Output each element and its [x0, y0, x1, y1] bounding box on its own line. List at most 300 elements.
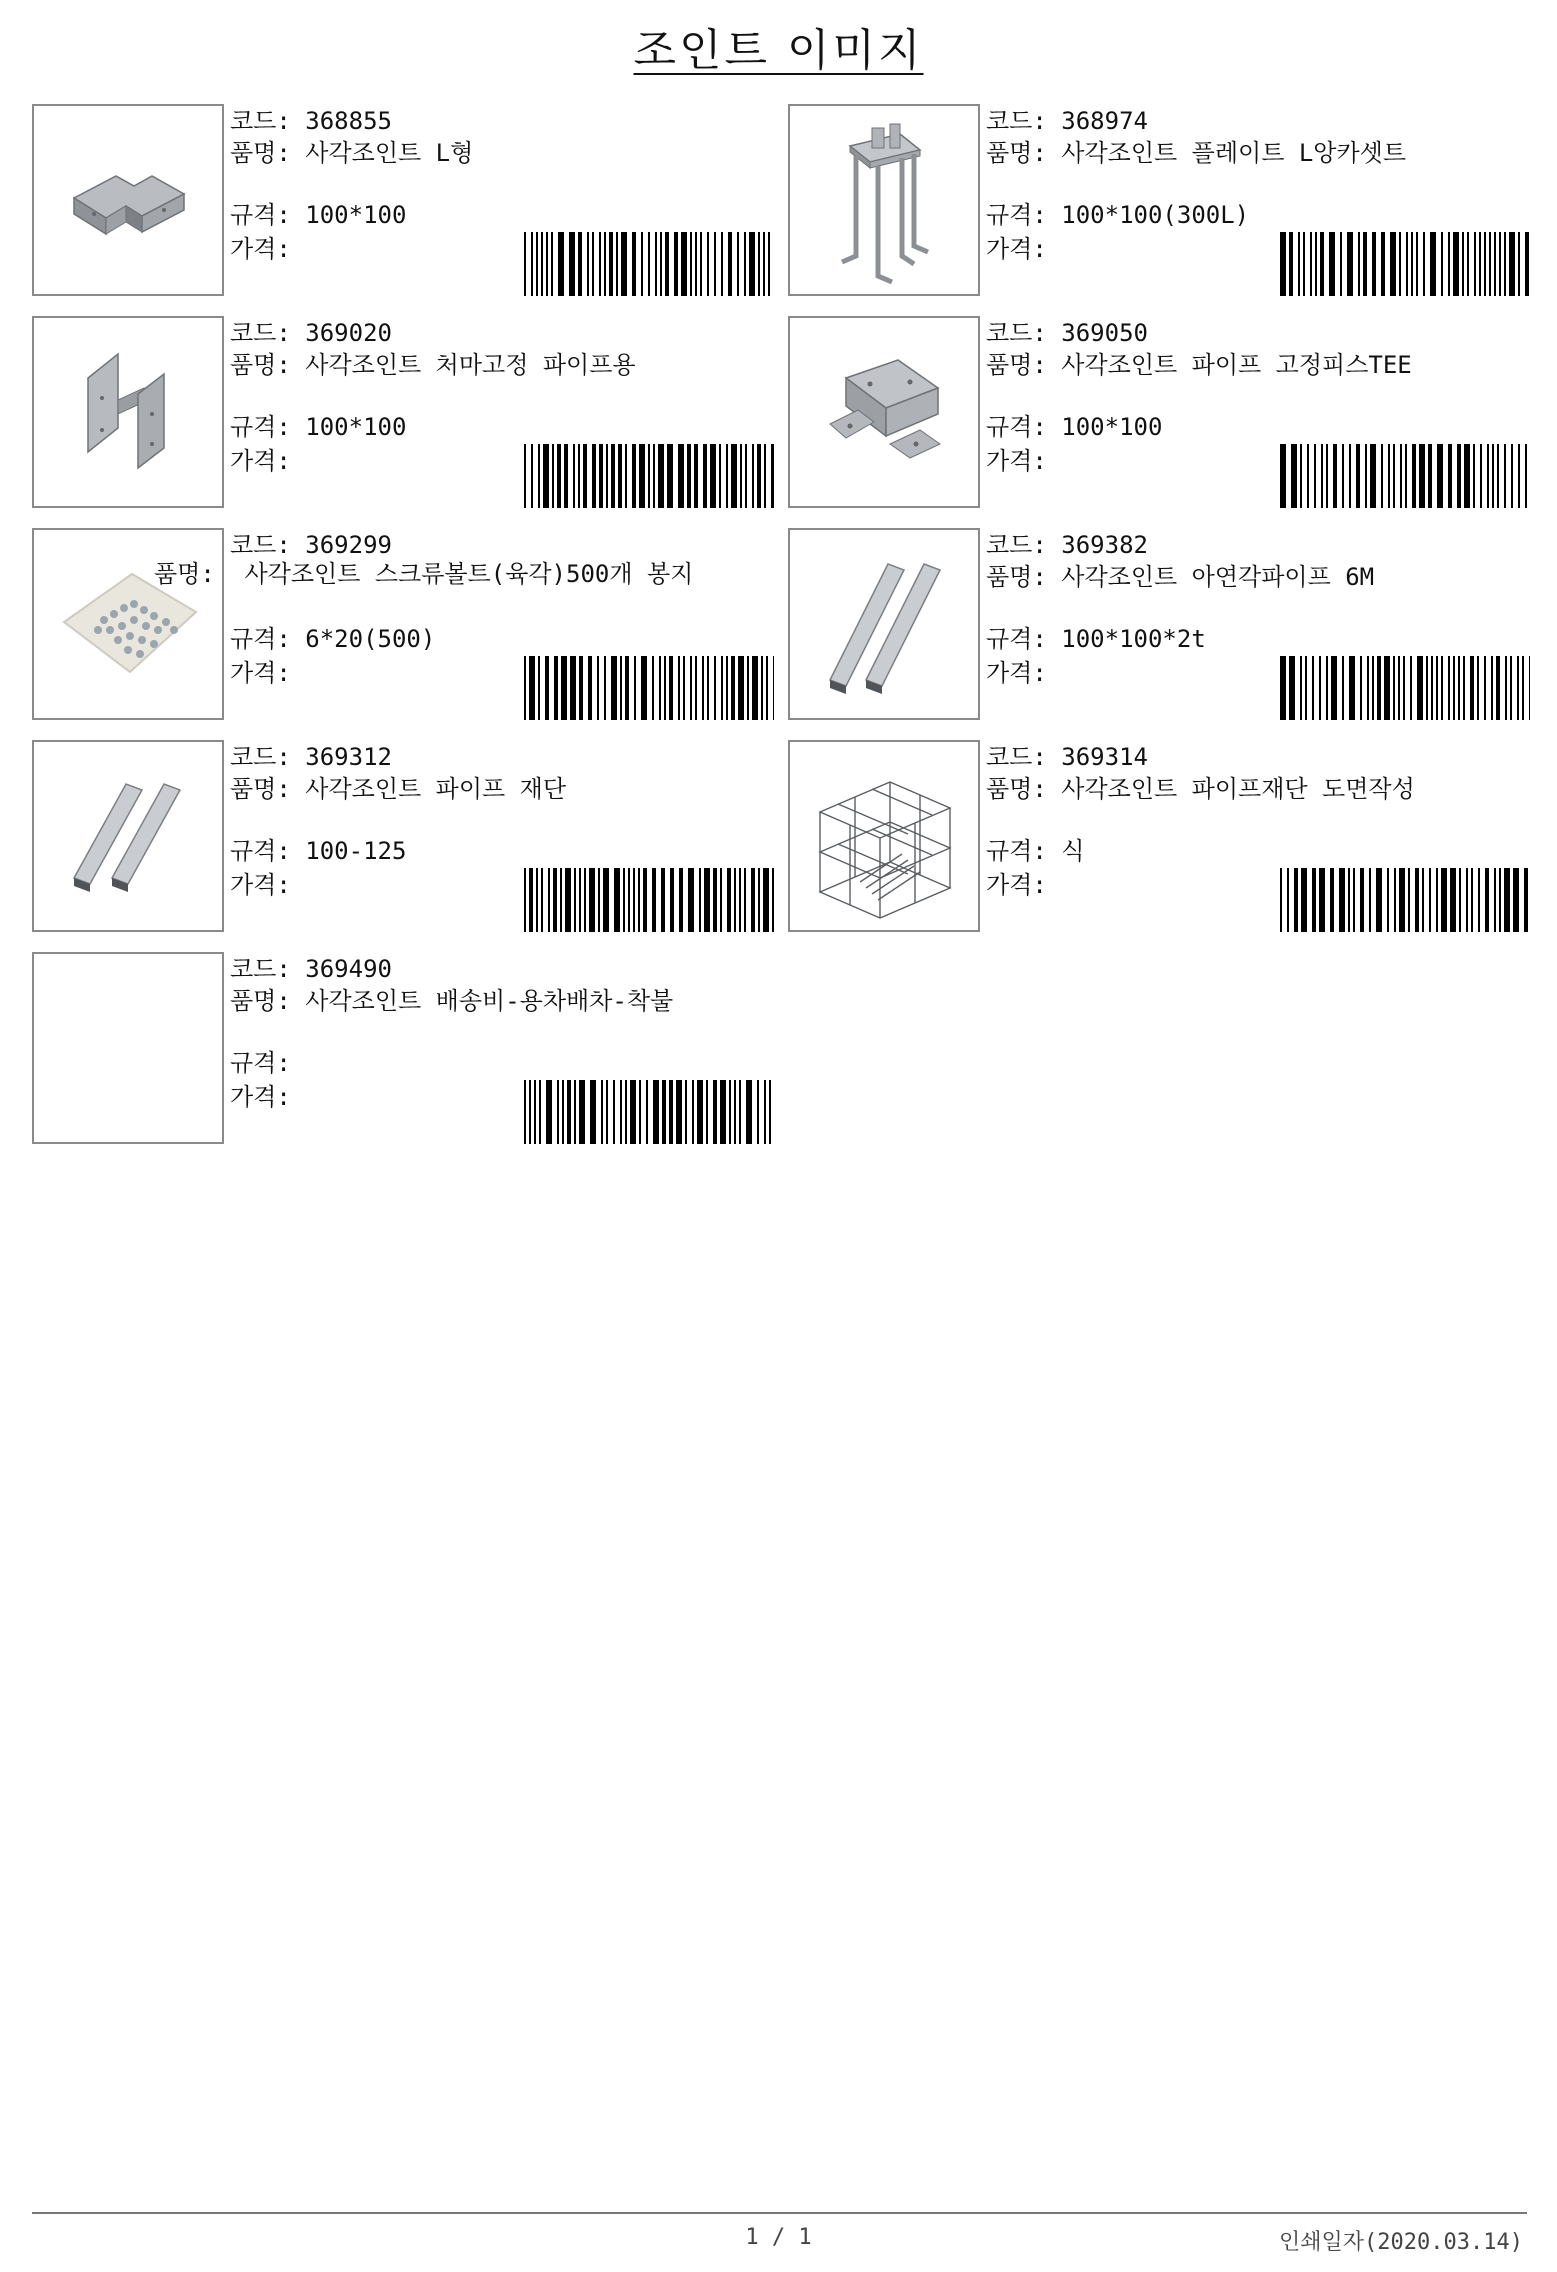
barcode-bar — [1415, 868, 1419, 932]
spec-label: 규격: — [986, 413, 1047, 441]
footer-divider — [32, 2212, 1527, 2214]
barcode-bar — [1457, 444, 1461, 508]
price-label: 가격: — [986, 447, 1047, 475]
barcode-bar — [1428, 444, 1432, 508]
name-value: 사각조인트 배송비-용차배차-착불 — [305, 987, 674, 1015]
spec-value: 100*100 — [305, 413, 407, 441]
barcode-bar — [1319, 868, 1325, 932]
barcode-bar — [1473, 444, 1475, 508]
barcode-bar — [1504, 868, 1510, 932]
spec-label: 규격: — [230, 201, 291, 229]
code-value: 368974 — [1061, 107, 1148, 135]
barcode-bar — [1436, 868, 1438, 932]
barcode-bar — [729, 1080, 731, 1144]
barcode-bar — [1441, 868, 1447, 932]
barcode-bar — [625, 444, 627, 508]
barcode-bar — [1474, 232, 1476, 296]
barcode-bar — [529, 1080, 531, 1144]
barcode-bar — [1300, 656, 1302, 720]
barcode-bar — [652, 868, 656, 932]
barcode-bar — [590, 1080, 596, 1144]
barcode-bar — [574, 868, 576, 932]
barcode-bar — [1303, 232, 1305, 296]
barcode-bar — [744, 232, 746, 296]
barcode-bar — [1522, 656, 1524, 720]
barcode-bar — [630, 1080, 636, 1144]
barcode-bar — [1405, 444, 1407, 508]
barcode-bar — [707, 232, 709, 296]
barcode-bar — [1399, 868, 1405, 932]
barcode-bar — [739, 1080, 741, 1144]
barcode-bar — [1387, 868, 1389, 932]
barcode-bar — [1393, 656, 1395, 720]
barcode-bar — [536, 868, 538, 932]
barcode-bar — [592, 232, 594, 296]
code-label: 코드: — [230, 319, 291, 347]
barcode-bar — [758, 868, 760, 932]
barcode-bar — [745, 444, 747, 508]
barcode-bar — [699, 868, 701, 932]
barcode-bar — [728, 232, 732, 296]
barcode-bar — [1329, 232, 1335, 296]
barcode-bar — [697, 1080, 703, 1144]
name-label: 품명: — [230, 987, 291, 1015]
barcode-bar — [557, 1080, 559, 1144]
print-date: 인쇄일자(2020.03.14) — [1279, 2230, 1523, 2255]
barcode-bar — [1307, 444, 1309, 508]
barcode-bar — [611, 656, 617, 720]
barcode-bar — [669, 1080, 673, 1144]
barcode-bar — [1360, 656, 1362, 720]
barcode-bar — [1342, 656, 1344, 720]
barcode-bar — [690, 656, 692, 720]
barcode-bar — [548, 868, 550, 932]
barcode-bar — [638, 868, 640, 932]
barcode-bar — [599, 444, 603, 508]
barcode-bar — [731, 444, 737, 508]
barcode-bar — [646, 1080, 648, 1144]
barcode-bar — [1390, 232, 1396, 296]
barcode-bar — [1381, 444, 1383, 508]
barcode-bar — [538, 444, 540, 508]
name-label: 품명: — [986, 351, 1047, 379]
barcode-bar — [1466, 868, 1468, 932]
barcode-bar — [660, 232, 662, 296]
code-value: 369020 — [305, 319, 392, 347]
barcode-bar — [588, 656, 592, 720]
barcode-bar — [560, 868, 562, 932]
barcode-bar — [763, 232, 765, 296]
barcode-bar — [1372, 232, 1376, 296]
barcode-bar — [583, 444, 587, 508]
code-value: 369312 — [305, 743, 392, 771]
barcode-bar — [714, 232, 716, 296]
spec-label: 규격: — [986, 201, 1047, 229]
barcode-bar — [1289, 232, 1293, 296]
barcode-bar — [561, 656, 567, 720]
barcode-bar — [1484, 232, 1486, 296]
barcode-bar — [620, 1080, 622, 1144]
barcode-bar — [541, 868, 543, 932]
barcode-bar — [1365, 444, 1367, 508]
barcode — [524, 444, 774, 508]
barcode-bar — [1388, 444, 1390, 508]
barcode-bar — [1367, 656, 1369, 720]
barcode-bar — [1485, 868, 1489, 932]
code-label: 코드: — [230, 107, 291, 135]
product-image — [788, 740, 980, 932]
barcode-bar — [757, 1080, 759, 1144]
name-label: 품명: — [230, 351, 291, 379]
barcode-bar — [1436, 656, 1438, 720]
barcode-bar — [1330, 868, 1334, 932]
barcode-bar — [761, 656, 763, 720]
barcode-bar — [1453, 232, 1459, 296]
barcode-bar — [1356, 444, 1360, 508]
barcode-bar — [1348, 868, 1350, 932]
eave-bracket-image — [34, 318, 222, 506]
barcode-bar — [625, 656, 629, 720]
product-image — [788, 316, 980, 508]
barcode-bar — [569, 232, 575, 296]
barcode-bar — [1280, 656, 1286, 720]
barcode-bar — [1419, 444, 1425, 508]
barcode-bar — [1426, 656, 1428, 720]
barcode-bar — [1525, 232, 1529, 296]
barcode-bar — [578, 444, 580, 508]
tee-bracket-image — [790, 318, 978, 506]
barcode-bar — [1360, 868, 1364, 932]
barcode-bar — [648, 232, 650, 296]
barcode-bar — [1280, 868, 1282, 932]
product-image — [32, 740, 224, 932]
code-value: 369314 — [1061, 743, 1148, 771]
barcode-bar — [534, 1080, 536, 1144]
barcode-bar — [757, 444, 761, 508]
barcode-bar — [695, 656, 697, 720]
barcode-bar — [529, 656, 535, 720]
barcode-bar — [579, 1080, 585, 1144]
product-image — [788, 104, 980, 296]
name-label: 품명: — [230, 775, 291, 803]
barcode-bar — [529, 868, 533, 932]
barcode-bar — [632, 444, 636, 508]
barcode-bar — [710, 444, 716, 508]
barcode-bar — [1370, 444, 1376, 508]
barcode-bar — [1416, 232, 1418, 296]
barcode-bar — [1394, 868, 1396, 932]
name-value: 사각조인트 L형 — [305, 139, 474, 167]
spec-label: 규격: — [230, 625, 291, 653]
name-value: 사각조인트 처마고정 파이프용 — [305, 351, 636, 379]
barcode-bar — [667, 444, 673, 508]
barcode-bar — [758, 232, 760, 296]
barcode-bar — [1339, 868, 1345, 932]
barcode-bar — [1310, 232, 1312, 296]
product-card — [788, 740, 1533, 932]
barcode-bar — [1305, 656, 1307, 720]
barcode-bar — [720, 868, 722, 932]
barcode-bar — [648, 444, 650, 508]
barcode-bar — [766, 656, 768, 720]
barcode-bar — [1280, 232, 1286, 296]
barcode-bar — [1289, 656, 1295, 720]
barcode-bar — [524, 656, 526, 720]
barcode-bar — [683, 656, 685, 720]
barcode-bar — [1408, 868, 1410, 932]
barcode-bar — [546, 232, 548, 296]
barcode-bar — [604, 232, 606, 296]
barcode-bar — [1459, 868, 1461, 932]
code-label: 코드: — [986, 743, 1047, 771]
barcode-bar — [546, 1080, 552, 1144]
barcode-bar — [524, 232, 526, 296]
product-card — [788, 316, 1533, 508]
barcode-bar — [613, 1080, 615, 1144]
barcode-bar — [1294, 868, 1298, 932]
barcode-bar — [1492, 444, 1494, 508]
barcode-bar — [554, 656, 558, 720]
name-label: 품명: — [230, 139, 291, 167]
square-pipe-image — [790, 530, 978, 718]
barcode-bar — [652, 656, 654, 720]
barcode-bar — [578, 232, 582, 296]
code-value: 369050 — [1061, 319, 1148, 347]
code-label: 코드: — [230, 955, 291, 983]
barcode-bar — [695, 232, 697, 296]
barcode-bar — [1467, 232, 1469, 296]
barcode-bar — [713, 1080, 717, 1144]
barcode-bar — [524, 868, 526, 932]
barcode-bar — [1448, 232, 1450, 296]
barcode-bar — [587, 232, 589, 296]
barcode-bar — [1511, 444, 1513, 508]
barcode-bar — [1291, 444, 1297, 508]
barcode-bar — [1319, 656, 1321, 720]
barcode-bar — [531, 444, 533, 508]
barcode-bar — [1312, 656, 1314, 720]
spec-label: 규격: — [986, 837, 1047, 865]
price-label: 가격: — [986, 871, 1047, 899]
barcode-bar — [1369, 868, 1371, 932]
barcode-bar — [747, 656, 749, 720]
barcode-bar — [625, 1080, 627, 1144]
barcode-bar — [1400, 444, 1402, 508]
barcode-bar — [1453, 656, 1455, 720]
frame-drawing-image — [790, 742, 978, 930]
spec-value: 6*20(500) — [305, 625, 436, 653]
barcode-bar — [1333, 444, 1337, 508]
barcode-bar — [1358, 232, 1360, 296]
barcode-bar — [704, 868, 710, 932]
spec-label: 규격: — [230, 837, 291, 865]
price-label: 가격: — [230, 235, 291, 263]
barcode-bar — [628, 868, 630, 932]
barcode-bar — [746, 1080, 752, 1144]
barcode-bar — [557, 444, 561, 508]
barcode-bar — [611, 444, 615, 508]
barcode-bar — [1326, 444, 1328, 508]
barcode-bar — [1510, 656, 1512, 720]
product-card — [32, 528, 777, 720]
barcode — [1280, 232, 1530, 296]
barcode-bar — [740, 444, 742, 508]
barcode-bar — [1487, 444, 1489, 508]
barcode-bar — [1321, 444, 1323, 508]
barcode-bar — [539, 1080, 541, 1144]
barcode-bar — [769, 1080, 771, 1144]
spec-label: 규격: — [230, 413, 291, 441]
price-label: 가격: — [986, 235, 1047, 263]
screw-bag-image — [34, 530, 222, 718]
name-label: 품명: — [986, 775, 1047, 803]
barcode-bar — [597, 656, 599, 720]
barcode-bar — [1349, 444, 1351, 508]
anchor-plate-image — [790, 106, 978, 294]
barcode-bar — [703, 444, 707, 508]
product-card — [788, 528, 1533, 720]
barcode-bar — [1376, 868, 1382, 932]
barcode-bar — [653, 444, 655, 508]
barcode-bar — [688, 868, 694, 932]
barcode-bar — [606, 1080, 608, 1144]
barcode-bar — [1340, 232, 1342, 296]
barcode-bar — [665, 232, 669, 296]
spec-label: 규격: — [230, 1049, 291, 1077]
barcode-bar — [1384, 656, 1390, 720]
barcode-bar — [1437, 444, 1443, 508]
barcode-bar — [1496, 656, 1500, 720]
barcode-bar — [570, 656, 576, 720]
barcode-bar — [573, 444, 575, 508]
barcode-bar — [713, 868, 717, 932]
barcode-bar — [721, 656, 723, 720]
barcode-bar — [1480, 444, 1482, 508]
barcode-bar — [589, 868, 595, 932]
barcode-bar — [641, 232, 643, 296]
barcode-bar — [726, 656, 728, 720]
barcode-bar — [731, 656, 735, 720]
barcode-bar — [1422, 868, 1424, 932]
spec-value: 식 — [1061, 837, 1085, 865]
barcode-bar — [1448, 656, 1450, 720]
barcode — [1280, 656, 1530, 720]
product-image-empty — [32, 952, 224, 1144]
barcode-bar — [1497, 444, 1499, 508]
barcode-bar — [1301, 868, 1307, 932]
barcode-bar — [592, 444, 596, 508]
barcode-bar — [764, 444, 766, 508]
cut-pipe-image — [34, 742, 222, 930]
barcode-bar — [1505, 656, 1507, 720]
barcode-bar — [664, 656, 666, 720]
product-image — [32, 104, 224, 296]
barcode-bar — [1412, 444, 1416, 508]
code-label: 코드: — [230, 743, 291, 771]
code-value: 369490 — [305, 955, 392, 983]
barcode-bar — [653, 1080, 659, 1144]
barcode-bar — [601, 1080, 603, 1144]
barcode-bar — [727, 868, 731, 932]
barcode-bar — [700, 232, 702, 296]
barcode-bar — [658, 444, 664, 508]
barcode-bar — [1372, 656, 1374, 720]
barcode-bar — [621, 232, 627, 296]
barcode-bar — [1450, 868, 1456, 932]
barcode-bar — [603, 868, 609, 932]
barcode-bar — [1441, 656, 1443, 720]
barcode-bar — [768, 232, 770, 296]
barcode-bar — [1513, 868, 1519, 932]
barcode-bar — [1478, 868, 1480, 932]
barcode-bar — [1320, 232, 1324, 296]
barcode-bar — [618, 444, 622, 508]
spec-value: 100-125 — [305, 837, 407, 865]
barcode-bar — [1393, 444, 1395, 508]
name-value: 사각조인트 파이프 재단 — [305, 775, 567, 803]
barcode-bar — [633, 868, 635, 932]
barcode-bar — [1517, 656, 1519, 720]
barcode-bar — [1423, 232, 1425, 296]
barcode-bar — [1298, 232, 1300, 296]
barcode-bar — [1504, 232, 1506, 296]
name-value: 사각조인트 스크류볼트(육각)500개 봉지 — [244, 560, 694, 588]
barcode-bar — [564, 444, 568, 508]
barcode-bar — [1499, 868, 1501, 932]
barcode-bar — [524, 444, 526, 508]
barcode-bar — [614, 868, 620, 932]
barcode-bar — [538, 656, 540, 720]
barcode-bar — [1477, 656, 1479, 720]
code-value: 369382 — [1061, 531, 1148, 559]
barcode-bar — [562, 1080, 564, 1144]
product-image — [788, 528, 980, 720]
barcode-bar — [1315, 232, 1317, 296]
code-label: 코드: — [986, 531, 1047, 559]
barcode-bar — [771, 444, 774, 508]
barcode-bar — [674, 232, 678, 296]
l-bracket-image — [34, 106, 222, 294]
barcode-bar — [1429, 868, 1431, 932]
product-image — [32, 528, 224, 720]
barcode-bar — [1509, 232, 1515, 296]
barcode-bar — [1363, 232, 1367, 296]
barcode-bar — [1377, 656, 1381, 720]
barcode-bar — [763, 868, 769, 932]
barcode-bar — [1479, 232, 1481, 296]
barcode-bar — [574, 1080, 576, 1144]
barcode-bar — [639, 1080, 641, 1144]
barcode-bar — [720, 1080, 726, 1144]
product-card — [32, 104, 777, 296]
name-label: 품명: — [986, 139, 1047, 167]
barcode-bar — [1494, 232, 1496, 296]
barcode-bar — [737, 232, 739, 296]
barcode-bar — [1280, 444, 1286, 508]
spec-value: 100*100(300L) — [1061, 201, 1250, 229]
barcode-bar — [706, 1080, 708, 1144]
name-label: 품명: — [986, 563, 1047, 591]
barcode-bar — [543, 444, 549, 508]
barcode-bar — [609, 232, 613, 296]
product-card — [788, 104, 1533, 296]
product-image — [32, 316, 224, 508]
barcode-bar — [702, 656, 704, 720]
barcode-bar — [1462, 232, 1464, 296]
barcode-bar — [1398, 656, 1400, 720]
barcode-bar — [669, 656, 673, 720]
barcode-bar — [744, 868, 746, 932]
